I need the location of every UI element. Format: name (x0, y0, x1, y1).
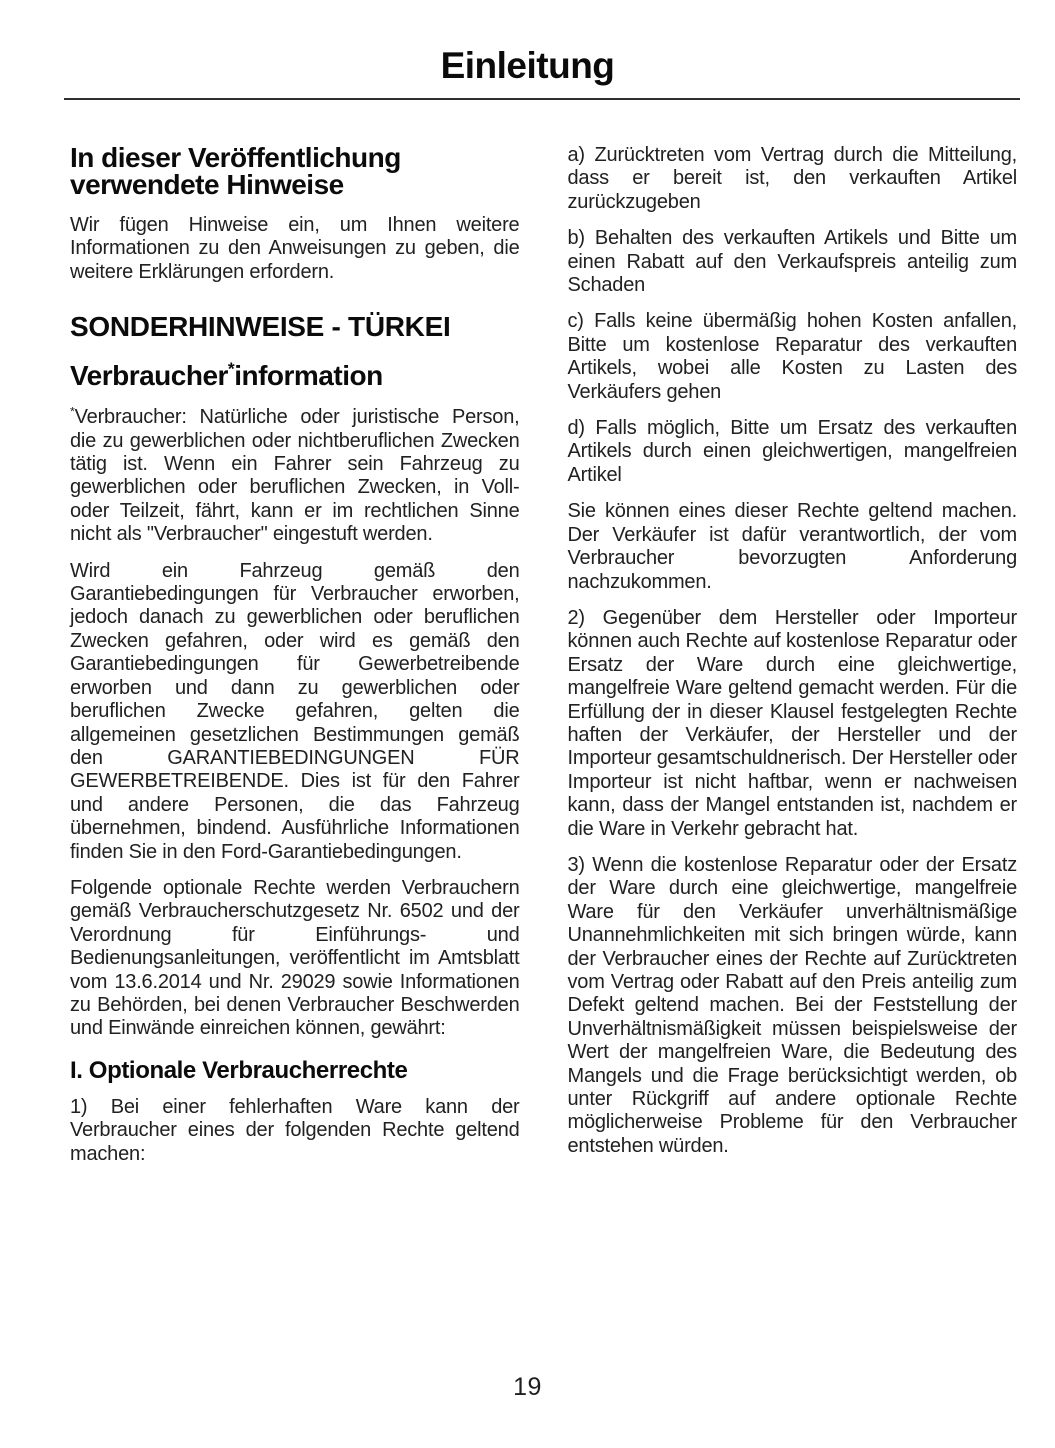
rights-choice-paragraph: Sie können eines dieser Rechte geltend machen. Der Verkäufer ist dafür verantwortlich, der vom Verbraucher bevorzugten Anforderung nachzukommen. (567, 500, 1017, 593)
consumer-information-heading (70, 358, 520, 392)
notes-usage-heading: In dieser Veröffentlichung verwendete Hinweise (70, 142, 401, 200)
page-number: 19 (513, 1373, 542, 1401)
consumer-heading-pre: Verbraucher (70, 360, 228, 392)
option-d-paragraph: d) Falls möglich, Bitte um Ersatz des verkauften Artikels durch einen gleichwertigen, mangelfreien Artikel (567, 417, 1017, 486)
asterisk-superscript: * (227, 358, 235, 379)
page-title: Einleitung (440, 45, 615, 86)
notes-usage-paragraph: Wir fügen Hinweise ein, um Ihnen weitere Informationen zu den Anweisungen zu geben, die weitere Erklärungen erfordern. (70, 214, 520, 283)
option-a-paragraph: a) Zurücktreten vom Vertrag durch die Mitteilung, dass er bereit ist, den verkauften Artikel zurückzugeben (567, 144, 1017, 213)
page-header (0, 0, 1055, 100)
footnote-asterisk: * (70, 404, 75, 419)
consumer-definition-paragraph (70, 406, 520, 546)
optional-rights-intro-paragraph: Folgende optionale Rechte werden Verbrauchern gemäß Verbraucherschutzgesetz Nr. 6502 und der Verordnung für Einführungs- und Bedienungsanleitungen, veröffentlicht im Amtsblatt vom 13.6.2014 und Nr. 29029 sowie Informationen zu Behörden, bei denen Verbraucher Beschwerden und Einwände einreichen können, gewährt: (70, 876, 520, 1040)
defective-goods-intro-paragraph: 1) Bei einer fehlerhaften Ware kann der Verbraucher eines der folgenden Rechte geltend machen: (70, 1095, 520, 1165)
consumer-heading-post: information (234, 360, 383, 392)
consumer-definition-text: Verbraucher: Natürliche oder juristische Person, die zu gewerblichen oder nichtberuflichen Zwecken tätig ist. Wenn ein Fahrer sein Fahrzeug zu gewerblichen oder beruflichen Zwecken, in Voll- oder Teilzeit, fährt, kann er im rechtlichen Sinne nicht als "Verbraucher" eingestuft werden. (70, 406, 520, 546)
optional-consumer-rights-heading: I. Optionale Verbraucherrechte (70, 1056, 408, 1084)
warranty-terms-paragraph: Wird ein Fahrzeug gemäß den Garantiebedingungen für Verbraucher erworben, jedoch danach zu gewerblichen oder beruflichen Zwecken gefahren, oder wird es gemäß den Garantiebedingungen für Gewerbetreibende erworben und dann zu gewerblichen oder beruflichen Zwecke gefahren, gelten die allgemeinen gesetzlichen Bestimmungen gemäß den GARANTIEBEDINGUNGEN FÜR GEWERBETREIBENDE. Dies ist für den Fahrer und andere Personen, die das Fahrzeug übernehmen, bindend. Ausführliche Informationen finden Sie in den Ford-Garantiebedingungen. (70, 559, 520, 863)
option-b-paragraph: b) Behalten des verkauften Artikels und Bitte um einen Rabatt auf den Verkaufspreis anteilig zum Schaden (567, 227, 1017, 297)
left-column (70, 144, 520, 1179)
option-c-paragraph: c) Falls keine übermäßig hohen Kosten anfallen, Bitte um kostenlose Reparatur des verkauften Artikels, wobei alle Kosten zu Lasten des Verkäufers gehen (567, 310, 1017, 403)
manufacturer-liability-paragraph: 2) Gegenüber dem Hersteller oder Importeur können auch Rechte auf kostenlose Reparatur oder Ersatz der Ware durch eine gleichwertige, mangelfreie Ware geltend gemacht werden. Für die Erfüllung der in dieser Klausel festgelegten Rechte haften der Verkäufer, der Hersteller und der Importeur gesamtschuldnerisch. Der Hersteller oder Importeur ist nicht haftbar, wenn er nachweisen kann, dass der Mangel entstanden ist, nachdem er die Ware in Verkehr gebracht hat. (567, 606, 1017, 840)
content-columns (0, 100, 1055, 1179)
right-column (568, 144, 1018, 1179)
disproportionate-burden-paragraph: 3) Wenn die kostenlose Reparatur oder der Ersatz der Ware durch eine gleichwertige, mangelfreie Ware für den Verkäufer unverhältnismäßige Unannehmlichkeiten mit sich bringen würde, kann der Verbraucher eines der Rechte auf Zurücktreten vom Vertrag oder Rabatt auf den Preis anteilig zum Defekt geltend machen. Bei der Feststellung der Unverhältnismäßigkeit müssen beispielsweise der Wert der mangelfreien Ware, die Bedeutung des Mangels und die Frage berücksichtigt werden, ob unter Rückgriff auf andere optionale Rechte möglicherweise Probleme für den Verbraucher entstehen würden. (567, 853, 1017, 1157)
special-notes-turkey-heading: SONDERHINWEISE - TÜRKEI (70, 311, 451, 343)
